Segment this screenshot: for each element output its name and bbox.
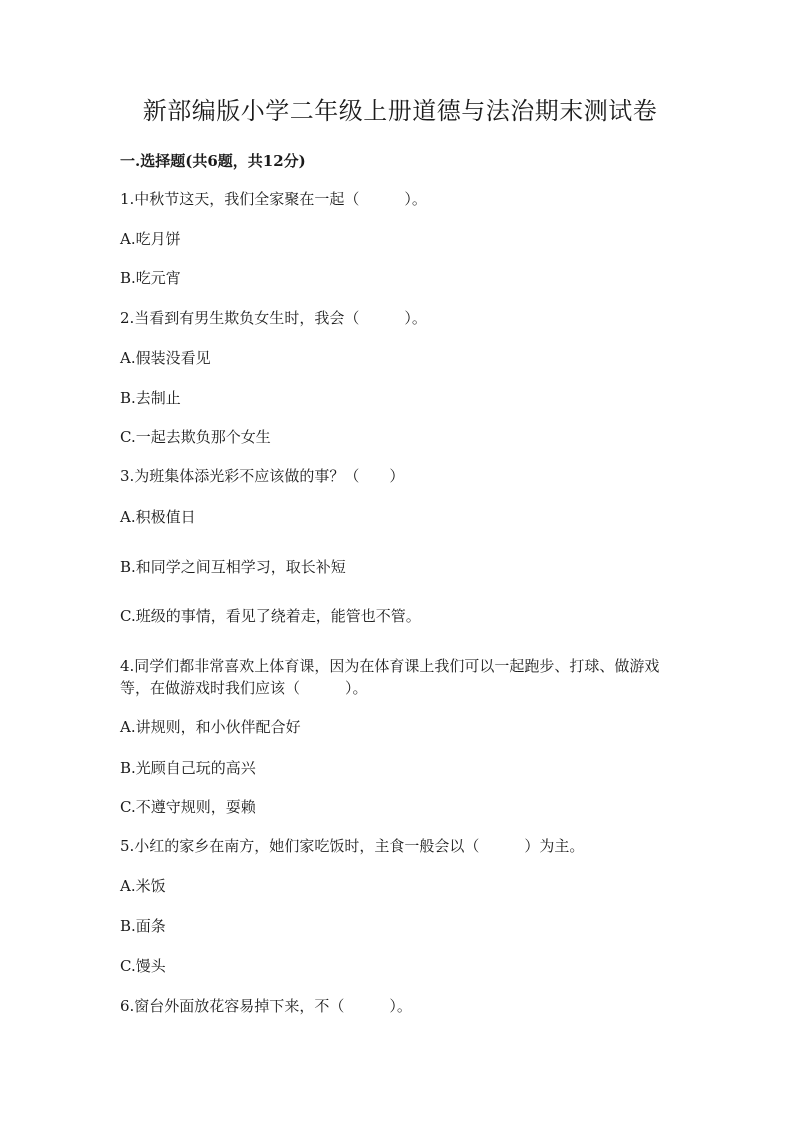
question-3-option-b: B.和同学之间互相学习，取长补短: [120, 558, 346, 576]
question-5-stem: 5.小红的家乡在南方，她们家吃饭时，主食一般会以（ ）为主。: [120, 837, 585, 855]
question-2-option-b: B.去制止: [120, 389, 181, 407]
question-2-stem: 2.当看到有男生欺负女生时，我会（ ）。: [120, 309, 427, 327]
page-title: 新部编版小学二年级上册道德与法治期末测试卷: [142, 97, 658, 125]
question-4-option-c: C.不遵守规则，耍赖: [120, 798, 256, 816]
question-3-option-a: A.积极值日: [120, 508, 196, 526]
section-heading: 一.选择题(共6题，共12分): [120, 152, 306, 170]
question-4-option-b: B.光顾自己玩的高兴: [120, 759, 256, 777]
question-4-option-a: A.讲规则，和小伙伴配合好: [120, 718, 301, 736]
question-1-stem: 1.中秋节这天，我们全家聚在一起（ ）。: [120, 190, 427, 208]
question-5-option-a: A.米饭: [120, 877, 166, 895]
question-2-option-c: C.一起去欺负那个女生: [120, 428, 271, 446]
question-4-stem: 4.同学们都非常喜欢上体育课，因为在体育课上我们可以一起跑步、打球、做游戏等，在做游戏时我们应该（ ）。: [120, 657, 660, 697]
question-3-option-c: C.班级的事情，看见了绕着走，能管也不管。: [120, 607, 421, 625]
question-5-option-c: C.馒头: [120, 957, 166, 975]
question-6-stem: 6.窗台外面放花容易掉下来，不（ ）。: [120, 997, 412, 1015]
question-1-option-b: B.吃元宵: [120, 269, 181, 287]
question-5-option-b: B.面条: [120, 917, 166, 935]
question-3-stem: 3.为班集体添光彩不应该做的事？（ ）: [120, 467, 405, 485]
question-1-option-a: A.吃月饼: [120, 230, 181, 248]
question-2-option-a: A.假装没看见: [120, 349, 211, 367]
